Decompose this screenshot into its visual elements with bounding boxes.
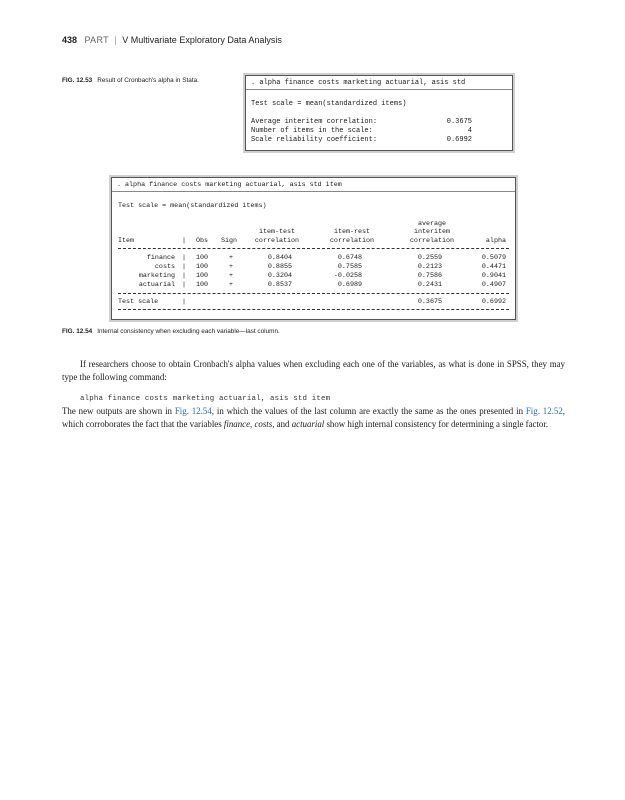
fig54-row-avg: 0.2123 (417, 263, 442, 271)
fig54-scale-line: Test scale = mean(standardized items) (118, 202, 267, 210)
fig54-row-alpha: 0.5079 (481, 254, 506, 262)
fig54-row-obs: 100 (196, 254, 209, 262)
fig54-row-obs: 100 (196, 272, 209, 280)
fig54-caption-text: Internal consistency when excluding each variable—last column. (97, 328, 280, 335)
fig54-total-avg: 0.3675 (417, 298, 442, 306)
fig53-scale-line: Test scale = mean(standardized items) (251, 100, 407, 108)
fig54-header-itemtest-2: correlation (254, 237, 300, 245)
fig53-command: . alpha finance costs marketing actuarial, asis std (246, 76, 512, 90)
page-number: 438 (62, 35, 78, 45)
fig54-divider-bottom (118, 309, 509, 310)
fig53-row-alpha-value: 0.6992 (446, 136, 472, 144)
fig54-header-avg-3: correlation (409, 237, 455, 245)
para2-comma-2: , and (272, 419, 292, 430)
fig54-row-obs: 100 (196, 263, 209, 271)
fig54-stata-output (111, 177, 516, 320)
section-title: V Multivariate Exploratory Data Analysis (122, 35, 282, 45)
var-finance: finance (223, 419, 251, 430)
fig53-caption (62, 77, 199, 84)
fig54-row-itemtest: 0.8404 (267, 254, 292, 262)
fig52-reference-link[interactable]: Fig. 12.52 (525, 406, 563, 416)
fig54-row-obs: 100 (196, 281, 209, 289)
fig53-label: FIG. 12.53 (62, 77, 93, 84)
fig53-row-nitems-value: 4 (467, 127, 472, 135)
fig54-row-sign: + (229, 254, 234, 262)
fig54-label: FIG. 12.54 (62, 328, 93, 335)
fig53-row-nitems-label: Number of items in the scale: (251, 127, 373, 135)
body-command: alpha finance costs marketing actuarial, asis std item (80, 395, 331, 403)
fig54-total-sep: | (181, 298, 186, 306)
body-paragraph-2 (62, 405, 565, 431)
fig54-row-item: costs (154, 263, 175, 271)
fig54-header-itemrest-1: item-rest (333, 228, 371, 236)
fig54-header-avg-2: interitem (413, 228, 451, 236)
running-header (62, 35, 282, 45)
fig54-total-alpha: 0.6992 (481, 298, 506, 306)
fig53-caption-text: Result of Cronbach's alpha in Stata. (97, 77, 199, 84)
fig54-row-sign: + (229, 281, 234, 289)
fig54-row-sep: | (181, 254, 186, 262)
fig54-caption (62, 328, 280, 335)
fig54-row-avg: 0.2431 (417, 281, 442, 289)
para2-text-d: show high internal consistency for determining a single factor. (324, 419, 549, 430)
fig54-header-sep: | (181, 237, 186, 245)
para2-comma-1: , (250, 419, 255, 430)
fig54-header-item: Item (118, 237, 135, 245)
fig54-row-itemrest: 0.6748 (337, 254, 362, 262)
var-costs: costs (254, 419, 273, 430)
fig53-stata-output (245, 75, 513, 151)
header-separator: | (114, 35, 117, 45)
fig53-row-avg-label: Average interitem correlation: (251, 118, 378, 126)
fig54-row-alpha: 0.9041 (481, 272, 506, 280)
fig53-row-alpha-label: Scale reliability coefficient: (251, 136, 378, 144)
fig54-reference-link[interactable]: Fig. 12.54 (174, 406, 212, 416)
fig54-header-obs: Obs (196, 237, 209, 245)
fig54-row-item: actuarial (138, 281, 175, 289)
fig53-row-avg-value: 0.3675 (446, 118, 472, 126)
fig54-row-alpha: 0.4471 (481, 263, 506, 271)
fig54-row-itemrest: 0.6989 (337, 281, 362, 289)
para2-text-b: , in which the values of the last column are exactly the same as the ones presented in (211, 406, 526, 416)
fig54-row-itemtest: 0.3204 (267, 272, 292, 280)
fig54-header-avg-1: average (417, 220, 447, 228)
fig54-header-alpha: alpha (485, 237, 506, 245)
fig54-row-alpha: 0.4907 (481, 281, 506, 289)
fig54-header-itemrest-2: correlation (329, 237, 375, 245)
fig54-row-itemtest: 0.8537 (267, 281, 292, 289)
fig54-row-avg: 0.2559 (417, 254, 442, 262)
para2-text-c: , which corroborates the fact that the variables (62, 406, 565, 430)
fig54-divider-mid (118, 293, 509, 294)
fig54-row-sign: + (229, 263, 234, 271)
fig54-header-sign: Sign (221, 237, 238, 245)
fig54-row-sep: | (181, 281, 186, 289)
fig54-divider-top (118, 248, 509, 249)
fig54-row-sep: | (181, 272, 186, 280)
var-actuarial: actuarial (291, 419, 325, 430)
part-label: PART (84, 35, 109, 45)
fig54-command: . alpha finance costs marketing actuarial, asis std item (112, 178, 515, 192)
fig54-row-avg: 0.7586 (417, 272, 442, 280)
body-paragraph-1: If researchers choose to obtain Cronbach's alpha values when excluding each one of the variables, as what is done in SPSS, they may type the following command: (62, 359, 565, 383)
fig54-row-sep: | (181, 263, 186, 271)
fig54-row-itemrest: 0.7585 (337, 263, 362, 271)
fig54-header-itemtest-1: item-test (258, 228, 296, 236)
fig54-total-item: Test scale (118, 298, 159, 306)
fig54-row-item: finance (146, 254, 175, 262)
fig54-row-sign: + (229, 272, 234, 280)
fig54-row-itemtest: 0.8855 (267, 263, 292, 271)
fig54-row-itemrest: -0.0258 (333, 272, 362, 280)
fig54-row-item: marketing (138, 272, 175, 280)
para2-text-a: The new outputs are shown in (62, 406, 175, 416)
